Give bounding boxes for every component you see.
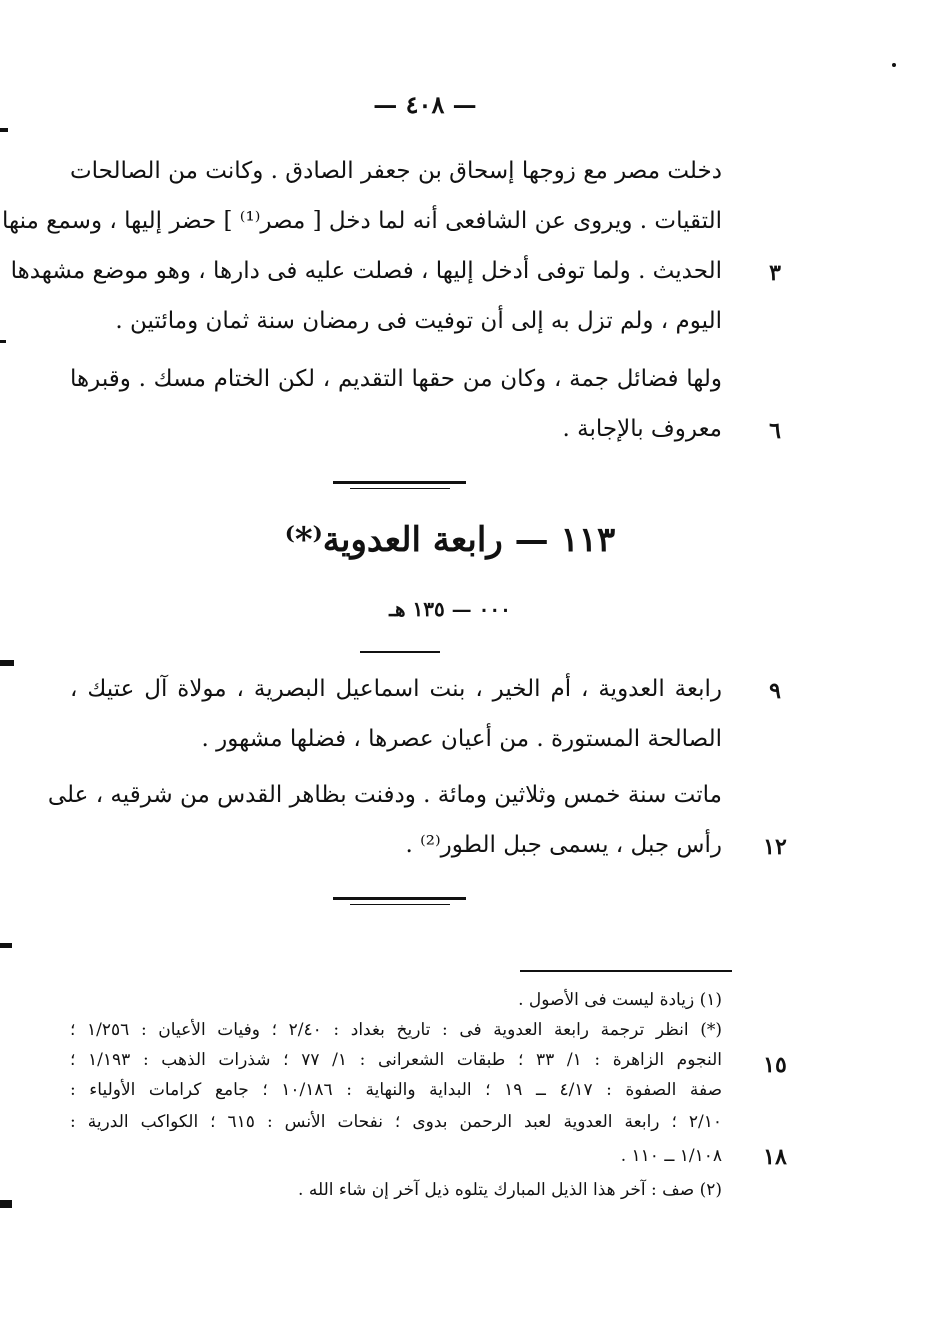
scan-mark <box>0 128 8 132</box>
end-separator <box>333 897 466 900</box>
body-line-2: التقيات . ويروى عن الشافعى أنه لما دخل [ مصر⁽¹⁾ ] حضر إليها ، وسمع منها <box>1 208 722 234</box>
footnote-rule <box>520 970 732 972</box>
section-separator-thin <box>350 488 450 489</box>
body-line-4: اليوم ، ولم تزل به إلى أن توفيت فى رمضان سنة ثمان ومائتين . <box>115 308 722 334</box>
body-line-5: ولها فضائل جمة ، وكان من حقها التقديم ، لكن الختام مسك . وقبرها <box>70 366 722 392</box>
scan-mark <box>0 660 14 666</box>
section-separator <box>333 481 466 484</box>
body-line-3: الحديث . ولما توفى أدخل إليها ، فصلت عليه فى دارها ، وهو موضع مشهدها <box>10 258 722 284</box>
scan-mark <box>0 1200 12 1208</box>
end-separator-thin <box>350 904 450 905</box>
line-number-15: ١٥ <box>763 1052 787 1078</box>
page-number: — ٤٠٨ — <box>373 90 477 119</box>
footnote-star-line-4: ٢/١٠ ؛ رابعة العدوية لعبد الرحمن بدوى ؛ نفحات الأنس : ٦١٥ ؛ الكواكب الدرية : <box>70 1112 722 1132</box>
entry-dates: ٠٠٠ — ١٣٥ هـ <box>389 597 511 621</box>
line-number-3: ٣ <box>769 260 781 286</box>
footnote-star-line-5: ١/١٠٨ ــ ١١٠ . <box>620 1146 722 1166</box>
footnote-1: (١) زيادة ليست فى الأصول . <box>518 990 722 1010</box>
footnote-2: (٢) صف : آخر هذا الذيل المبارك يتلوه ذيل آخر إن شاء الله . <box>298 1180 722 1200</box>
entry-line-2: الصالحة المستورة . من أعيان عصرها ، فضلها مشهور . <box>201 726 722 752</box>
footnote-star-line-1: (*) انظر ترجمة رابعة العدوية فى : تاريخ بغداد : ٢/٤٠ ؛ وفيات الأعيان : ١/٢٥٦ ؛ <box>70 1020 723 1040</box>
entry-line-4: رأس جبل ، يسمى جبل الطور⁽²⁾ . <box>405 832 722 858</box>
entry-line-1: رابعة العدوية ، أم الخير ، بنت اسماعيل البصرية ، مولاة آل عتيك ، <box>70 676 722 702</box>
footnote-star-line-2: النجوم الزاهرة : ١/ ٣٣ ؛ طبقات الشعرانى : ١/ ٧٧ ؛ شذرات الذهب : ١/١٩٣ ؛ <box>70 1050 722 1070</box>
line-number-9: ٩ <box>769 678 781 704</box>
footnote-star-line-3: صفة الصفوة : ٤/١٧ ــ ١٩ ؛ البداية والنهاية : ١٠/١٨٦ ؛ جامع كرامات الأولياء : <box>70 1080 723 1100</box>
scan-mark <box>0 340 6 343</box>
entry-heading: ١١٣ — رابعة العدوية⁽*⁾ <box>284 520 616 560</box>
body-line-6: معروف بالإجابة . <box>562 416 722 442</box>
line-number-6: ٦ <box>769 418 781 444</box>
entry-line-3: ماتت سنة خمس وثلاثين ومائة . ودفنت بظاهر القدس من شرقيه ، على <box>47 782 722 808</box>
scan-speck <box>892 63 896 67</box>
body-line-1: دخلت مصر مع زوجها إسحاق بن جعفر الصادق . وكانت من الصالحات <box>69 158 722 184</box>
scan-mark <box>0 943 12 948</box>
line-number-18: ١٨ <box>763 1144 787 1170</box>
line-number-12: ١٢ <box>763 834 787 860</box>
heading-underline <box>360 651 440 653</box>
